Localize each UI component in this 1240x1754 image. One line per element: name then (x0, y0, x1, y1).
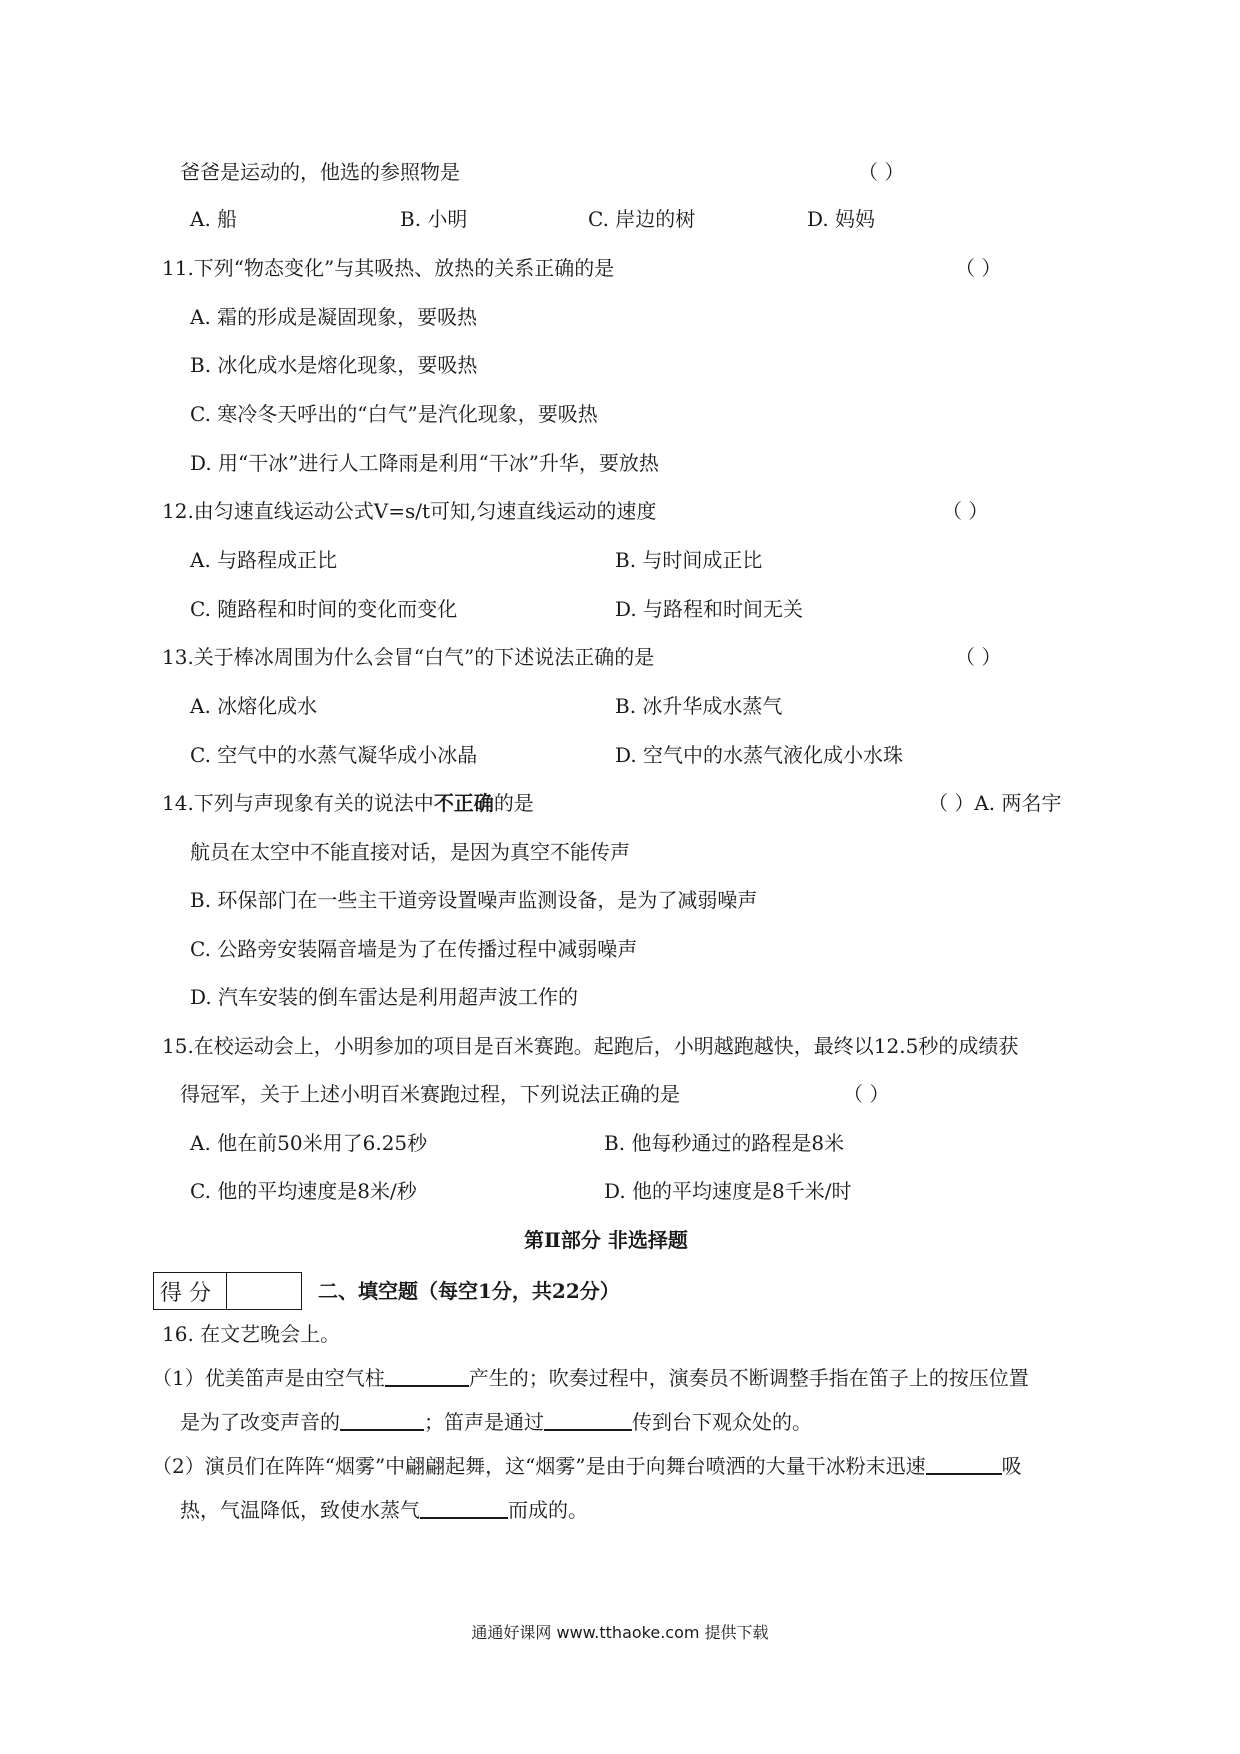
q14-answer-paren: （ ）A. 两名宇 (928, 791, 1062, 815)
q16-part1-line1 (152, 1364, 1029, 1392)
q13-option-b: B. 冰升华成水蒸气 (615, 694, 783, 718)
q15-answer-paren: （ ） (843, 1082, 890, 1106)
q16-part2-line2 (180, 1496, 588, 1524)
q14-stem-pre: 14.下列与声现象有关的说法中 (162, 791, 434, 815)
fill-in-section-title: 二、填空题（每空1分，共22分） (318, 1279, 620, 1303)
q14-option-b: B. 环保部门在一些主干道旁设置噪声监测设备，是为了减弱噪声 (190, 888, 758, 912)
q14-stem-emphasis: 不正确 (433, 791, 494, 815)
q16-blank-4[interactable] (926, 1453, 1002, 1475)
q11-stem: 11.下列“物态变化”与其吸热、放热的关系正确的是 (162, 256, 615, 280)
q14-option-d: D. 汽车安装的倒车雷达是利用超声波工作的 (190, 985, 579, 1009)
q16-p1-text-a: （1）优美笛声是由空气柱 (152, 1366, 385, 1390)
q16-blank-2[interactable] (340, 1409, 424, 1431)
q14-option-a-continuation: 航员在太空中不能直接对话，是因为真空不能传声 (190, 840, 630, 864)
q15-option-c: C. 他的平均速度是8米/秒 (190, 1179, 417, 1203)
score-field (227, 1273, 302, 1310)
q12-answer-paren: （ ） (942, 499, 989, 523)
q10-continuation: 爸爸是运动的，他选的参照物是 (180, 160, 460, 184)
q11-option-a: A. 霜的形成是凝固现象，要吸热 (190, 305, 478, 329)
q16-blank-1[interactable] (385, 1365, 469, 1387)
q13-option-a: A. 冰熔化成水 (190, 694, 318, 718)
q15-option-b: B. 他每秒通过的路程是8米 (604, 1131, 845, 1155)
q15-stem-line1: 15.在校运动会上，小明参加的项目是百米赛跑。起跑后，小明越跑越快，最终以12.5秒的成绩获 (162, 1034, 1019, 1058)
score-box (153, 1272, 302, 1310)
q16-blank-3[interactable] (544, 1409, 632, 1431)
q16-p1-text-c: 是为了改变声音的 (180, 1410, 340, 1434)
q12-option-c: C. 随路程和时间的变化而变化 (190, 597, 458, 621)
score-label: 得 分 (154, 1273, 227, 1310)
q14-option-c: C. 公路旁安装隔音墙是为了在传播过程中减弱噪声 (190, 937, 638, 961)
q10-answer-paren: （ ） (858, 160, 905, 184)
q10-option-d: D. 妈妈 (807, 207, 876, 231)
q16-p1-text-d: ；笛声是通过 (424, 1410, 544, 1434)
q11-answer-paren: （ ） (955, 256, 1002, 280)
q16-p2-text-a: （2）演员们在阵阵“烟雾”中翩翩起舞，这“烟雾”是由于向舞台喷洒的大量干冰粉末迅速 (152, 1454, 926, 1478)
q10-option-b: B. 小明 (400, 207, 468, 231)
q15-option-a: A. 他在前50米用了6.25秒 (190, 1131, 428, 1155)
q16-p2-text-c: 热，气温降低，致使水蒸气 (180, 1498, 420, 1522)
page-footer: 通通好课网 www.tthaoke.com 提供下载 (471, 1623, 769, 1642)
q15-stem-line2: 得冠军，关于上述小明百米赛跑过程，下列说法正确的是 (180, 1082, 680, 1106)
q10-option-a: A. 船 (190, 207, 238, 231)
q11-option-c: C. 寒冷冬天呼出的“白气”是汽化现象，要吸热 (190, 402, 598, 426)
q11-option-d: D. 用“干冰”进行人工降雨是利用“干冰”升华，要放热 (190, 451, 659, 475)
q11-option-b: B. 冰化成水是熔化现象，要吸热 (190, 353, 478, 377)
q12-option-d: D. 与路程和时间无关 (615, 597, 804, 621)
part2-title: 第Ⅱ部分 非选择题 (524, 1228, 688, 1252)
q14-stem (162, 789, 534, 817)
q15-option-d: D. 他的平均速度是8千米/时 (604, 1179, 852, 1203)
q12-stem: 12.由匀速直线运动公式V=s/t可知,匀速直线运动的速度 (162, 499, 657, 523)
q16-blank-5[interactable] (420, 1497, 508, 1519)
q12-option-a: A. 与路程成正比 (190, 548, 338, 572)
q14-stem-post: 的是 (493, 791, 534, 815)
q16-p1-text-b: 产生的；吹奏过程中，演奏员不断调整手指在笛子上的按压位置 (468, 1366, 1029, 1390)
q13-option-c: C. 空气中的水蒸气凝华成小冰晶 (190, 743, 478, 767)
q16-part1-line2 (180, 1408, 812, 1436)
q16-stem: 16. 在文艺晚会上。 (162, 1322, 341, 1346)
q12-option-b: B. 与时间成正比 (615, 548, 763, 572)
q13-answer-paren: （ ） (955, 645, 1002, 669)
q16-p2-text-b: 吸 (1001, 1454, 1022, 1478)
q16-p2-text-d: 而成的。 (508, 1498, 588, 1522)
q10-option-c: C. 岸边的树 (588, 207, 696, 231)
q16-part2-line1 (152, 1452, 1022, 1480)
q13-stem: 13.关于棒冰周围为什么会冒“白气”的下述说法正确的是 (162, 645, 655, 669)
q16-p1-text-e: 传到台下观众处的。 (632, 1410, 812, 1434)
q13-option-d: D. 空气中的水蒸气液化成小水珠 (615, 743, 904, 767)
